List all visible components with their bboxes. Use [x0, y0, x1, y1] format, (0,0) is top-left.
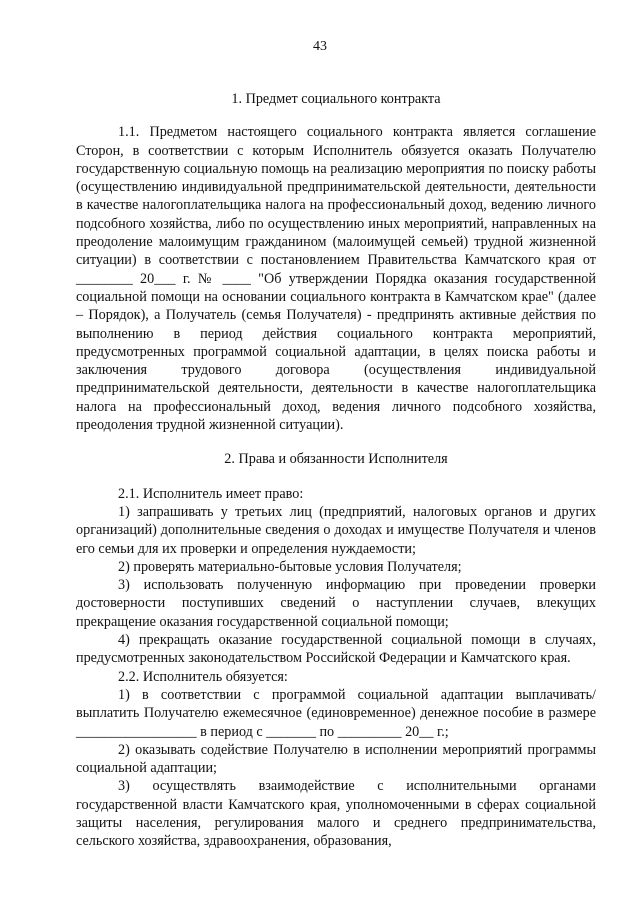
page-number: 43 — [313, 39, 327, 54]
section-1-title: 1. Предмет социального контракта — [231, 91, 441, 107]
paragraph-2-2: 2.2. Исполнитель обязуется: — [118, 668, 288, 685]
paragraph-2-1-3: 3) использовать полученную информацию при проведении проверки достоверности поступивших сведений о наступлении случаев, влекущих прекращение оказания государственной социальной помощи; — [76, 577, 596, 630]
paragraph-2-2-1: 1) в соответствии с программой социальной адаптации выплачивать/выплатить Получателю ежемесячное (единовременное) денежное пособие в размере _________________ в период с _______ по _________ 20__ г.; — [76, 686, 596, 740]
paragraph-1-1: 1.1. Предметом настоящего социального контракта является соглашение Сторон, в соответствии с которым Исполнитель обязуется оказать Получателю государственную социальную помощь на реализацию мероприятия по поиску работы (осуществлению индивидуальной предпринимательской деятельности, деятельности в качестве налогоплательщика налога на профессиональный доход, ведению личного подсобного хозяйства, либо по осуществлению иных мероприятий, направленных на преодоление малоимущим гражданином (малоимущей семьей) трудной жизненной ситуации) в соответствии с постановлением Правительства Камчатского края от ________ 20___ г. № ____ "Об утверждении Порядка оказания государственной социальной помощи на основании социального контракта в Камчатском крае" (далее – Порядок), а Получатель (семья Получателя) - предпринять активные действия по выполнению в период действия социального контракта мероприятий, предусмотренных программой социальной адаптации, в целях поиска работы и заключения трудового договора (осуществления индивидуальной предпринимательской деятельности, деятельности в качестве налогоплательщика налога на профессиональный доход, ведения личного подсобного хозяйства, преодоления трудной жизненной ситуации). — [76, 124, 596, 434]
paragraph-2-1-2: 2) проверять материально-бытовые условия Получателя; — [118, 558, 462, 575]
section-2-title: 2. Права и обязанности Исполнителя — [224, 451, 448, 468]
paragraph-2-2-3: 3) осуществлять взаимодействие с исполнительными органами государственной власти Камчатского края, уполномоченными в сферах социальной защиты населения, регулирования малого и среднего предпринимательства, сельского хозяйства, здравоохранения, образования, — [76, 778, 596, 850]
paragraph-2-1-4: 4) прекращать оказание государственной социальной помощи в случаях, предусмотренных законодательством Российской Федерации и Камчатского края. — [76, 632, 596, 667]
paragraph-2-1-1: 1) запрашивать у третьих лиц (предприятий, налоговых органов и других организаций) дополнительные сведения о доходах и имуществе Получателя и членов его семьи для их проверки и определения нуждаемости; — [76, 503, 596, 557]
paragraph-2-1: 2.1. Исполнитель имеет право: — [118, 485, 304, 502]
document-body — [76, 90, 596, 851]
paragraph-2-2-2: 2) оказывать содействие Получателю в исполнении мероприятий программы социальной адаптации; — [76, 741, 596, 777]
